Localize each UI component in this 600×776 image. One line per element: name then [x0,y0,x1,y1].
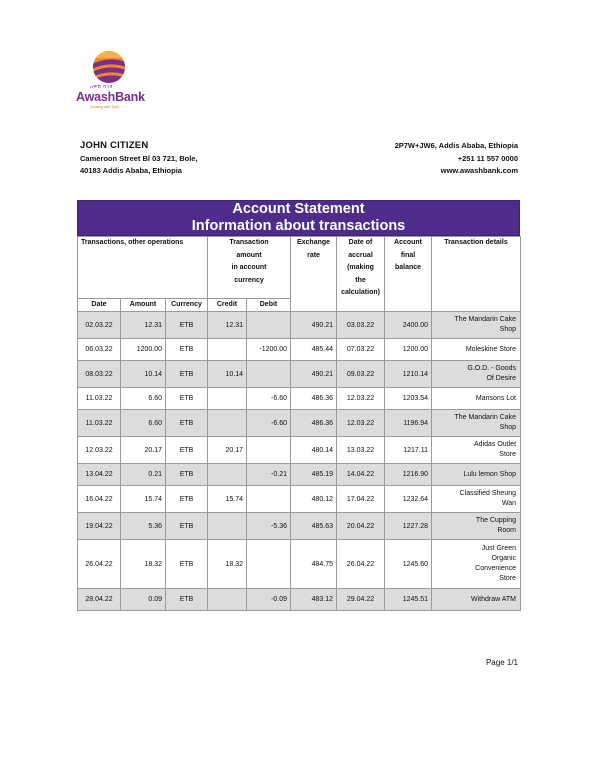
row-debit: -6.60 [247,410,291,437]
row-exchange-rate: 485.19 [291,464,337,486]
row-date: 26.04.22 [78,540,121,589]
bank-logo [72,50,152,112]
row-date: 02.03.22 [78,312,121,339]
table-row [78,464,521,486]
row-credit [208,589,247,611]
row-details-line: Shop [499,424,517,431]
row-details-line: Organic [491,555,517,562]
row-balance: 1232.64 [385,486,432,513]
row-debit [247,361,291,388]
row-credit: 15.74 [208,486,247,513]
row-exchange-rate: 480.12 [291,486,337,513]
row-amount: 15.74 [121,486,166,513]
row-amount: 6.60 [121,388,166,410]
row-details-line: Room [497,527,517,534]
row-details-line: The Mandarin Cake [454,414,517,421]
row-currency: ETB [166,388,208,410]
row-accrual-date: 17.04.22 [337,486,385,513]
row-date: 06.03.22 [78,339,121,361]
row-currency: ETB [166,437,208,464]
row-details-line: Store [499,575,517,582]
row-details-line: Store [499,451,517,458]
row-debit: -0.09 [247,589,291,611]
row-details-line: Mansons Lot [475,394,517,402]
row-accrual-date: 26.04.22 [337,540,385,589]
row-balance: 1196.94 [385,410,432,437]
row-debit: -5.36 [247,513,291,540]
row-amount: 1200.00 [121,339,166,361]
row-details-line: The Cupping [475,517,517,524]
row-credit [208,339,247,361]
row-exchange-rate: 480.14 [291,437,337,464]
table-row [78,410,521,437]
row-currency: ETB [166,339,208,361]
row-transaction-details [432,388,521,410]
row-credit: 10.14 [208,361,247,388]
row-balance: 1210.14 [385,361,432,388]
row-debit [247,486,291,513]
header-transaction-details: Transaction details [432,237,521,312]
page-number: Page 1/1 [485,658,518,667]
row-accrual-date: 29.04.22 [337,589,385,611]
customer-name: JOHN CITIZEN [80,140,149,151]
bank-phone: +251 11 557 0000 [457,153,518,163]
table-row [78,361,521,388]
row-date: 08.03.22 [78,361,121,388]
logo-amharic: አዋሽ ባንክ [90,84,113,90]
row-exchange-rate: 486.36 [291,388,337,410]
header-credit: Credit [208,299,247,312]
table-row [78,339,521,361]
row-transaction-details [432,312,521,339]
row-exchange-rate: 485.63 [291,513,337,540]
row-details-line: Just Green [481,545,517,552]
row-transaction-details [432,437,521,464]
table-row [78,388,521,410]
table-row [78,312,521,339]
row-credit [208,388,247,410]
statement [77,200,520,611]
row-transaction-details [432,410,521,437]
row-balance: 1200.00 [385,339,432,361]
bank-contact [395,140,518,178]
row-currency: ETB [166,410,208,437]
row-exchange-rate: 486.36 [291,410,337,437]
row-credit [208,464,247,486]
transactions-table [77,236,521,611]
row-debit: -1200.00 [247,339,291,361]
row-credit [208,513,247,540]
statement-banner [77,200,520,236]
row-amount: 6.60 [121,410,166,437]
row-credit [208,410,247,437]
row-date: 19.04.22 [78,513,121,540]
row-details-line: Withdraw ATM [471,595,517,603]
row-accrual-date: 12.03.22 [337,410,385,437]
row-currency: ETB [166,513,208,540]
row-currency: ETB [166,312,208,339]
row-amount: 12.31 [121,312,166,339]
row-credit: 12.31 [208,312,247,339]
row-accrual-date: 13.03.22 [337,437,385,464]
row-balance: 2400.00 [385,312,432,339]
row-credit: 20.17 [208,437,247,464]
table-row [78,589,521,611]
row-exchange-rate: 490.21 [291,312,337,339]
row-debit: -0.21 [247,464,291,486]
row-date: 16.04.22 [78,486,121,513]
header-currency: Currency [166,299,208,312]
row-balance: 1245.60 [385,540,432,589]
row-debit [247,540,291,589]
header-date: Date [78,299,121,312]
customer-address-line2: 40183 Addis Ababa, Ethiopia [80,166,182,175]
statement-subtitle: Information about transactions [191,218,406,234]
row-currency: ETB [166,464,208,486]
row-transaction-details [432,513,521,540]
header-transactions: Transactions, other operations [78,237,208,299]
row-amount: 0.21 [121,464,166,486]
row-details-line: G.O.D. - Goods [467,365,517,372]
row-details-line: Wan [501,500,517,507]
row-accrual-date: 12.03.22 [337,388,385,410]
row-currency: ETB [166,589,208,611]
row-exchange-rate: 485.44 [291,339,337,361]
row-accrual-date: 07.03.22 [337,339,385,361]
row-details-line: Shop [499,326,517,333]
header-amount: Amount [121,299,166,312]
row-currency: ETB [166,361,208,388]
row-details-line: Lulu lemon Shop [463,470,517,478]
statement-title: Account Statement [232,201,365,217]
row-debit: -6.60 [247,388,291,410]
row-exchange-rate: 490.21 [291,361,337,388]
header-date-of-accrual: Date of accrual (making the calculation) [337,237,385,312]
customer-address [80,140,198,178]
row-details-line: Adidas Outlet [473,441,517,448]
row-transaction-details [432,464,521,486]
header-debit: Debit [247,299,291,312]
table-row [78,513,521,540]
header-transaction-amount: Transaction amount in account currency [208,237,291,299]
row-transaction-details [432,339,521,361]
row-amount: 5.36 [121,513,166,540]
customer-address-line1: Cameroon Street Bl 03 721, Bole, [80,153,198,163]
row-date: 11.03.22 [78,388,121,410]
row-accrual-date: 09.03.22 [337,361,385,388]
row-currency: ETB [166,540,208,589]
table-row [78,540,521,589]
row-date: 12.03.22 [78,437,121,464]
row-amount: 20.17 [121,437,166,464]
row-balance: 1217.11 [385,437,432,464]
logo-brand: AwashBank [76,90,145,104]
row-date: 28.04.22 [78,589,121,611]
row-transaction-details [432,589,521,611]
row-details-line: The Mandarin Cake [454,316,517,323]
row-exchange-rate: 483.12 [291,589,337,611]
row-transaction-details [432,486,521,513]
header-exchange-rate: Exchange rate [291,237,337,312]
row-details-line: Convenience [475,565,517,572]
row-details-line: Moleskine Store [465,345,517,353]
row-transaction-details [432,361,521,388]
row-amount: 18.32 [121,540,166,589]
row-details-line: Of Desire [486,375,517,382]
row-date: 11.03.22 [78,410,121,437]
row-currency: ETB [166,486,208,513]
row-details-line: Classified Sheung [459,490,517,497]
bank-website: www.awashbank.com [440,166,518,175]
awash-bank-logo-icon [92,50,126,84]
row-balance: 1216.90 [385,464,432,486]
logo-tagline: Growing with Trust [90,105,119,109]
row-balance: 1227.28 [385,513,432,540]
row-debit [247,312,291,339]
table-row [78,486,521,513]
row-accrual-date: 03.03.22 [337,312,385,339]
row-accrual-date: 14.04.22 [337,464,385,486]
row-debit [247,437,291,464]
row-amount: 10.14 [121,361,166,388]
row-amount: 0.09 [121,589,166,611]
row-balance: 1245.51 [385,589,432,611]
row-exchange-rate: 484.75 [291,540,337,589]
bank-address: 2P7W+JW6, Addis Ababa, Ethiopia [394,141,518,150]
row-date: 13.04.22 [78,464,121,486]
table-row [78,437,521,464]
row-balance: 1203.54 [385,388,432,410]
header-account-balance: Account final balance [385,237,432,312]
row-accrual-date: 20.04.22 [337,513,385,540]
row-transaction-details [432,540,521,589]
row-credit: 18.32 [208,540,247,589]
